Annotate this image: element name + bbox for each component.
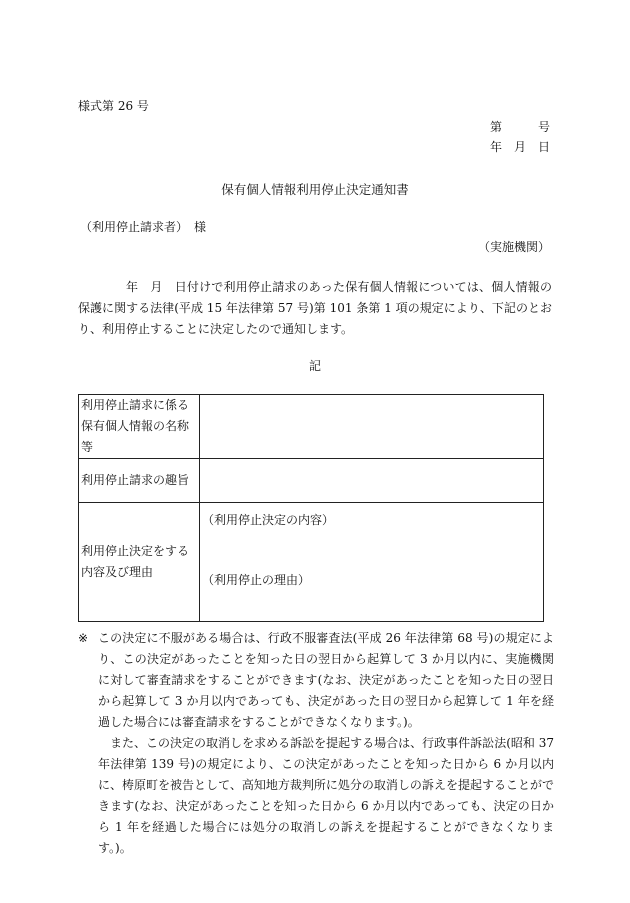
note-appeal-text: この決定に不服がある場合は、行政不服審査法(平成 26 年法律第 68 号)の規定により、この決定があったことを知った日の翌日から起算して 3 か月以内に、実施機関に対して審査請求をすることができます(なお、決定があったことを知った日の翌日から起算して 3 か月以内であっても、決定があった日の翌日から起算して 1 年を経過した場合には審査請求をすることができなくなります。)。 [98,631,554,729]
decision-reason-label: （利用停止の理由） [202,573,311,587]
row-value-decision-reason [200,503,544,622]
row-label-decision-reason: 利用停止決定をする内容及び理由 [79,503,200,622]
issuing-agency: （実施機関） [477,240,550,254]
row-label-info-name: 利用停止請求に係る保有個人情報の名称等 [79,395,200,459]
ki-heading: 記 [308,359,321,373]
row-value-info-name [200,395,544,459]
form-number: 様式第 26 号 [78,99,149,113]
row-value-request-purpose [200,459,544,503]
document-number: 第 号 [489,120,550,134]
row-label-request-purpose: 利用停止請求の趣旨 [79,459,200,503]
addressee: （利用停止請求者） 様 [80,220,207,234]
notice-body [78,277,552,340]
note-mark: ※ [78,631,89,645]
document-title: 保有個人情報利用停止決定通知書 [221,182,409,197]
document-date: 年 月 日 [489,140,550,154]
table-row [79,395,544,459]
table-row [79,503,544,622]
decision-content-label: （利用停止決定の内容） [202,513,335,527]
notice-body-paragraph: 年 月 日付けで利用停止請求のあった保有個人情報については、個人情報の保護に関する法律(平成 15 年法律第 57 号)第 101 条第 1 項の規定により、下記のとおり、利用停止することに決定したので通知します。 [78,280,552,336]
note-lawsuit-text: また、この決定の取消しを求める訴訟を提起する場合は、行政事件訴訟法(昭和 37 年法律第 139 号)の規定により、この決定があったことを知った日から 6 か月以内に、梼原町を被告として、高知地方裁判所に処分の取消しの訴えを提起することができます(なお、決定があったことを知った日から 6 か月以内であっても、決定の日から 1 年を経過した場合には処分の取消しの訴えを提起することができなくなります。)。 [98,736,554,855]
note-appeal [78,628,554,733]
decision-table [78,394,544,622]
notes-section [78,628,554,859]
table-row [79,459,544,503]
